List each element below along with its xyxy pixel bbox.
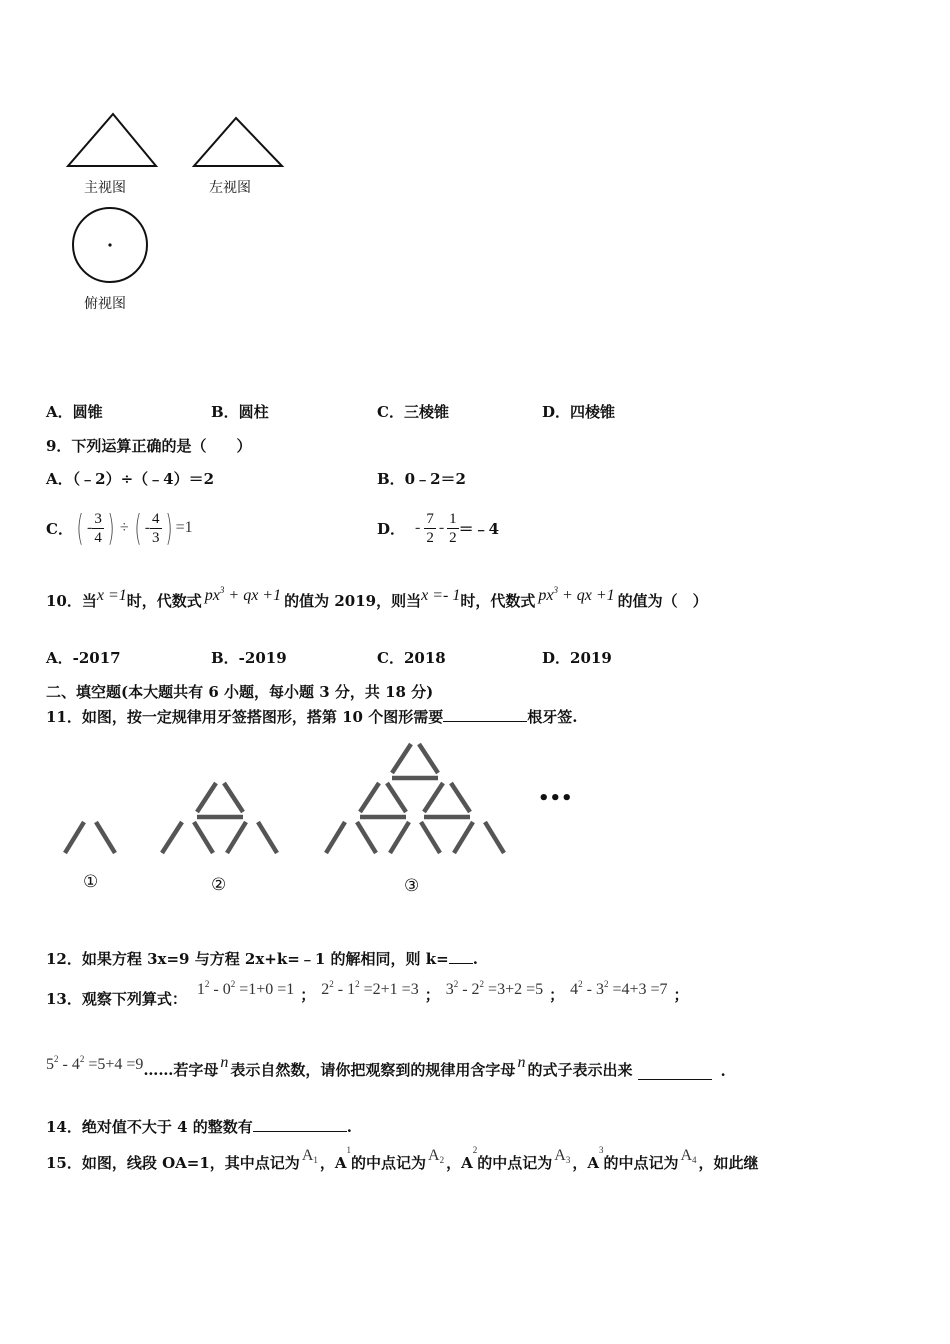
q14-text-before: 14．绝对值不大于 4 的整数有 (46, 1118, 253, 1136)
q15-A1-sub: 1 (346, 1145, 352, 1155)
q13-line-2 (46, 1054, 726, 1080)
front-view-triangle (68, 114, 156, 166)
q10-option-a[interactable]: A．-2017 (46, 649, 121, 667)
top-view-center-dot (108, 243, 111, 246)
toothpick-shape-2 (162, 783, 277, 853)
q9-d-frac-1: $\frac{7}{2}$ (426, 510, 434, 546)
q10-text-2: 的值为 2019，则当 (284, 592, 422, 610)
q9-c-frac-2: $\frac{4}{3}$ (152, 510, 160, 546)
toothpick (451, 783, 470, 812)
q12-text-after: . (472, 950, 478, 968)
toothpick-shape-1 (65, 822, 115, 853)
q15-text-mid: 的中点记为 (351, 1154, 427, 1172)
toothpick (65, 822, 84, 853)
q11-text-after: 根牙签. (527, 708, 578, 726)
toothpick-label-3: ③ (404, 876, 420, 896)
q15-A3-sub: 3 (598, 1145, 604, 1155)
q9-option-d-label: D． (377, 519, 406, 538)
toothpick (454, 822, 473, 853)
q15-A3: $A_3$ (554, 1147, 571, 1165)
q13-answer-blank[interactable] (638, 1067, 712, 1080)
q13-expr-1: $1^2 - 0^2 =1+0 =1$ (196, 979, 295, 998)
q13-line-1 (46, 979, 695, 1008)
q10-condition-1: x =1 (96, 587, 127, 604)
q13-letter-n: n (220, 1054, 229, 1071)
q11-stem (46, 706, 577, 727)
q15-A4: $A_4$ (680, 1147, 697, 1165)
q15-comma-a: ，A (319, 1154, 347, 1172)
q15-A1: $A_1$ (301, 1147, 318, 1165)
toothpick (326, 822, 345, 853)
q9-option-c-eq: =1 (175, 519, 193, 536)
top-view-label: 俯视图 (84, 296, 126, 312)
toothpick (197, 783, 216, 812)
q9-option-d[interactable]: D． - $\frac{7}{2}$ - $\frac{1}{2}$ ＝﹣4 (377, 510, 500, 546)
left-view-label: 左视图 (209, 180, 251, 196)
q13-letter-n-2: n (517, 1054, 526, 1071)
q10-option-c[interactable]: C．2018 (377, 649, 446, 667)
q10-text-3: 时，代数式 (460, 592, 536, 610)
q9-option-c[interactable]: C． ( - $\frac{3}{4}$ ) ÷ ( - $\frac{4}{3}$ ) =1 (46, 507, 193, 549)
q13-sep: ； (424, 986, 440, 1004)
toothpick (421, 822, 440, 853)
q10-stem (46, 585, 708, 611)
toothpick (194, 822, 213, 853)
q13-text-mid: ……若字母 (143, 1061, 219, 1079)
toothpick (357, 822, 376, 853)
q9-c-frac-1: $\frac{3}{4}$ (94, 510, 102, 546)
q15-text-mid: 的中点记为 (603, 1154, 679, 1172)
q15-A2-sub: 2 (472, 1145, 478, 1155)
q15-stem (46, 1145, 759, 1173)
toothpick (224, 783, 243, 812)
q13-text-mid2: 表示自然数，请你把观察到的规律用含字母 (230, 1061, 516, 1079)
toothpick (96, 822, 115, 853)
toothpick (258, 822, 277, 853)
q10-condition-2: x =- 1 (421, 587, 461, 604)
q12-text-before: 12．如果方程 3x=9 与方程 2x+k=﹣1 的解相同，则 k= (46, 950, 449, 968)
toothpick-shape-3 (326, 744, 504, 853)
q10-expression-1: $px^3$ + qx +1 (204, 585, 282, 604)
q14-text-after: . (346, 1118, 352, 1136)
q9-d-frac-2: $\frac{1}{2}$ (449, 510, 457, 546)
q9-option-a[interactable]: A．（﹣2）÷（﹣4）＝2 (46, 470, 215, 488)
q11-text-before: 11．如图，按一定规律用牙签搭图形，搭第 10 个图形需要 (46, 708, 444, 726)
q13-expr-5: $5^2 - 4^2 =5+4 =9$ (46, 1054, 144, 1073)
toothpick (392, 744, 411, 773)
q8-option-c[interactable]: C．三棱锥 (377, 403, 449, 421)
toothpick (424, 783, 443, 812)
q9-option-d-tail: ＝﹣4 (458, 519, 500, 538)
q13-text-end: 的式子表示出来 (527, 1061, 633, 1079)
toothpick (485, 822, 504, 853)
q10-option-b[interactable]: B．-2019 (211, 649, 287, 667)
q13-sep: ； (673, 986, 689, 1004)
q14-stem (46, 1116, 352, 1137)
q15-comma-a: ，A (572, 1154, 599, 1172)
q10-expression-2: $px^3$ + qx +1 (538, 585, 615, 604)
front-view-label: 主视图 (84, 180, 126, 196)
q9-stem: 9．下列运算正确的是（ ） (46, 437, 252, 455)
toothpick (419, 744, 438, 773)
q10-prefix: 10．当 (46, 592, 97, 610)
q10-text-1: 时，代数式 (126, 592, 202, 610)
q13-period: . (720, 1062, 726, 1080)
q12-stem (46, 948, 478, 969)
q15-A2: $A_2$ (428, 1147, 445, 1165)
q8-option-a[interactable]: A．圆锥 (46, 403, 103, 421)
q13-sep: ； (300, 986, 316, 1004)
q13-sep: ； (549, 986, 565, 1004)
q15-text-mid: 的中点记为 (477, 1154, 553, 1172)
three-views-figure (60, 108, 300, 318)
q10-tail: 的值为（ ） (617, 592, 708, 610)
q13-expr-3: $3^2 - 2^2 =3+2 =5$ (445, 979, 544, 998)
q13-expr-4: $4^2 - 3^2 =4+3 =7$ (570, 979, 668, 998)
q13-expr-2: $2^2 - 1^2 =2+1 =3$ (321, 979, 419, 998)
q11-answer-blank[interactable] (443, 709, 527, 722)
q13-label: 13．观察下列算式： (46, 990, 187, 1008)
toothpick (227, 822, 246, 853)
q8-option-d[interactable]: D．四棱锥 (542, 403, 616, 421)
toothpick-label-1: ① (83, 872, 99, 892)
q15-comma-a: ，A (446, 1154, 473, 1172)
q9-option-c-label: C． (46, 519, 73, 538)
toothpick-label-2: ② (211, 875, 227, 895)
q14-answer-blank[interactable] (253, 1119, 347, 1132)
q8-option-b[interactable]: B．圆柱 (211, 403, 269, 421)
toothpick (390, 822, 409, 853)
toothpick (360, 783, 379, 812)
left-view-triangle (194, 118, 282, 166)
toothpick-ellipsis: ••• (538, 788, 573, 809)
toothpick (162, 822, 182, 853)
q15-text-1: 15．如图，线段 OA=1，其中点记为 (46, 1154, 300, 1172)
q12-answer-blank[interactable] (449, 951, 473, 964)
q9-option-b[interactable]: B．0﹣2＝2 (377, 470, 466, 488)
q15-text-end: ，如此继 (698, 1154, 759, 1172)
section-2-heading: 二、填空题(本大题共有 6 小题，每小题 3 分，共 18 分) (46, 683, 434, 701)
q10-option-d[interactable]: D．2019 (542, 649, 612, 667)
toothpick (387, 783, 406, 812)
toothpick-figure (55, 740, 585, 865)
